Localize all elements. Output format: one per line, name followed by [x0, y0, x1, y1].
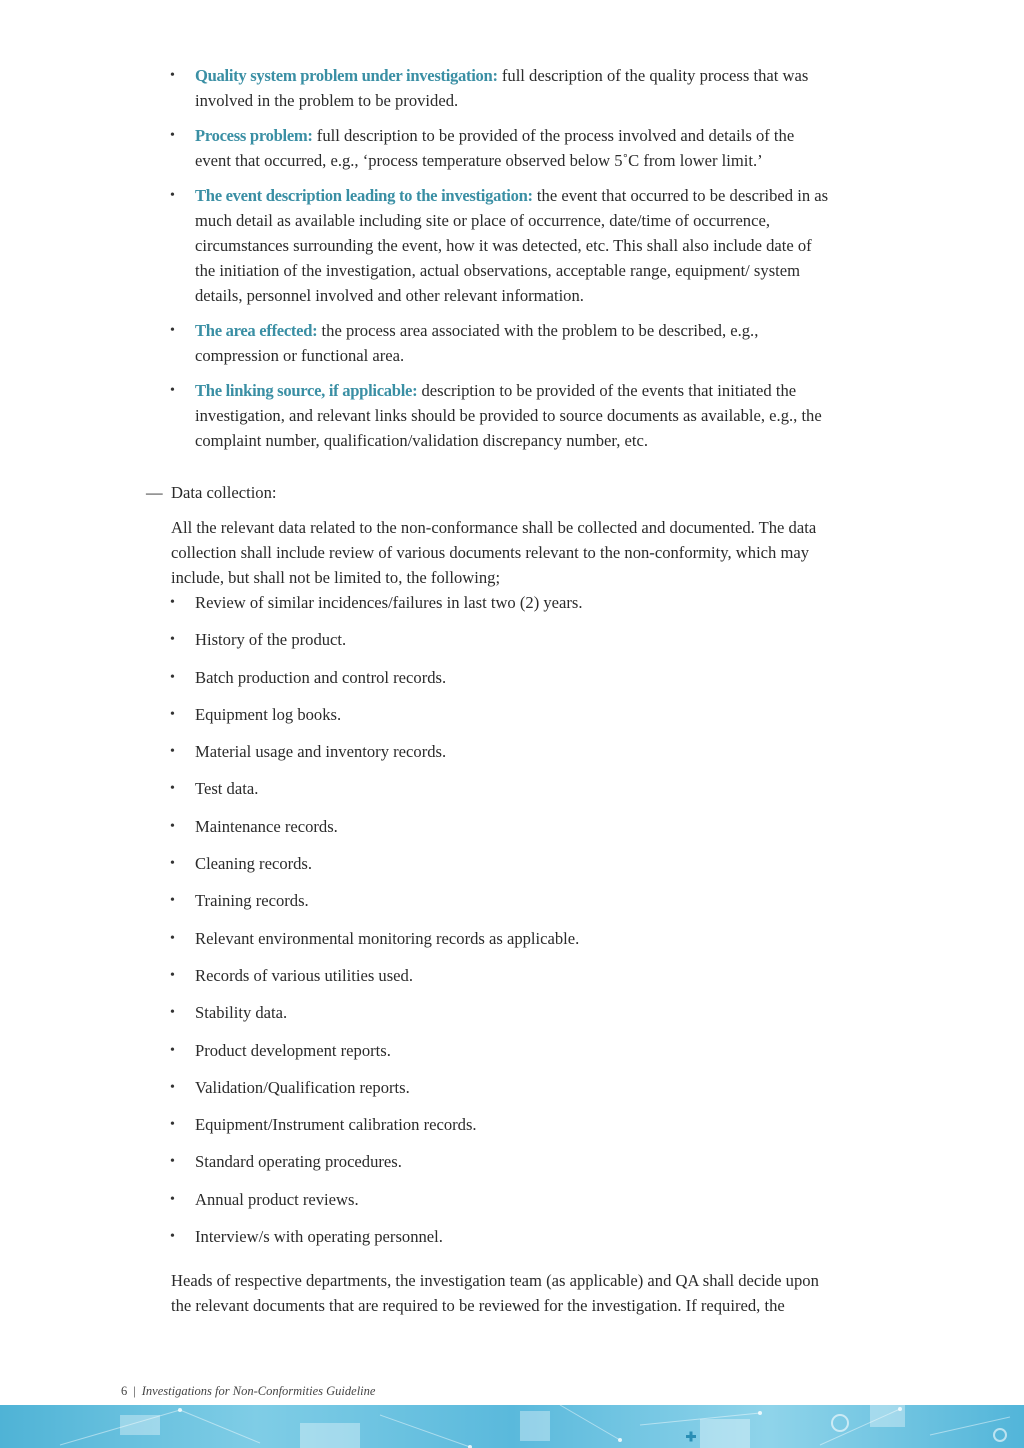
- documents-list: [0, 590, 1024, 1261]
- page-content: [0, 63, 1024, 1318]
- list-item: • Review of similar incidences/failures in last two (2) years.: [0, 590, 1024, 627]
- list-item: [0, 63, 1024, 113]
- list-item: • History of the product.: [0, 627, 1024, 664]
- list-item: [0, 378, 1024, 453]
- list-item: • Interview/s with operating personnel.: [0, 1224, 1024, 1261]
- investigation-details-list: [0, 63, 1024, 453]
- closing-paragraph: Heads of respective departments, the investigation team (as applicable) and QA shall decide upon the relevant documents that are required to be reviewed for the investigation. If required, the: [171, 1271, 819, 1316]
- list-item: [0, 318, 1024, 368]
- list-item: • Records of various utilities used.: [0, 963, 1024, 1000]
- list-item: • Equipment/Instrument calibration records.: [0, 1112, 1024, 1149]
- dash-marker: —: [146, 483, 163, 502]
- list-item: • Training records.: [0, 888, 1024, 925]
- list-item: • Relevant environmental monitoring records as applicable.: [0, 926, 1024, 963]
- list-item: • Batch production and control records.: [0, 665, 1024, 702]
- document-title: Investigations for Non-Conformities Guideline: [141, 1384, 376, 1398]
- list-item-text: full description of the quality process that was involved in the problem to be provided.: [195, 66, 809, 110]
- intro-paragraph: All the relevant data related to the non-conformance shall be collected and documented. The data collection shall include review of various documents relevant to the non-conformity, which may include, but shall not be limited to, the following;: [171, 518, 817, 587]
- list-item: • Material usage and inventory records.: [0, 739, 1024, 776]
- decorative-footer-band: [0, 1405, 1024, 1448]
- list-item: • Test data.: [0, 776, 1024, 813]
- list-item: • Annual product reviews.: [0, 1187, 1024, 1224]
- list-item: • Cleaning records.: [0, 851, 1024, 888]
- list-item-term: Process problem:: [195, 126, 313, 145]
- section-heading-text: Data collection:: [171, 483, 277, 502]
- footer-separator: |: [133, 1384, 136, 1398]
- list-item-text: the process area associated with the problem to be described, e.g., compression or functional area.: [195, 321, 759, 365]
- page-footer: [121, 1379, 375, 1404]
- list-item-text: full description to be provided of the process involved and details of the event that occurred, e.g., ‘process temperature observed below 5˚C from lower limit.’: [195, 126, 795, 170]
- list-item: • Validation/Qualification reports.: [0, 1075, 1024, 1112]
- section-heading: [0, 480, 1024, 505]
- page-number: 6: [121, 1384, 128, 1398]
- list-item: • Product development reports.: [0, 1038, 1024, 1075]
- list-item: • Maintenance records.: [0, 814, 1024, 851]
- list-item-term: The area effected:: [195, 321, 318, 340]
- list-item-term: The event description leading to the investigation:: [195, 186, 533, 205]
- network-pattern-graphic: [0, 1405, 1024, 1448]
- list-item: • Equipment log books.: [0, 702, 1024, 739]
- list-item-text: description to be provided of the events that initiated the investigation, and relevant links should be provided to source documents as available, e.g., the complaint number, qualification/validation discrepancy number, etc.: [195, 381, 822, 450]
- list-item: [0, 183, 1024, 308]
- list-item: • Stability data.: [0, 1000, 1024, 1037]
- list-item-term: The linking source, if applicable:: [195, 381, 418, 400]
- list-item-term: Quality system problem under investigation:: [195, 66, 498, 85]
- list-item-text: the event that occurred to be described in as much detail as available including site or place of occurrence, date/time of occurrence, circumstances surrounding the event, how it was detected, etc. This shall also include date of the initiation of the investigation, actual observations, acceptable range, equipment/ system details, personnel involved and other relevant information.: [195, 186, 829, 305]
- list-item: • Standard operating procedures.: [0, 1149, 1024, 1186]
- list-item: [0, 123, 1024, 173]
